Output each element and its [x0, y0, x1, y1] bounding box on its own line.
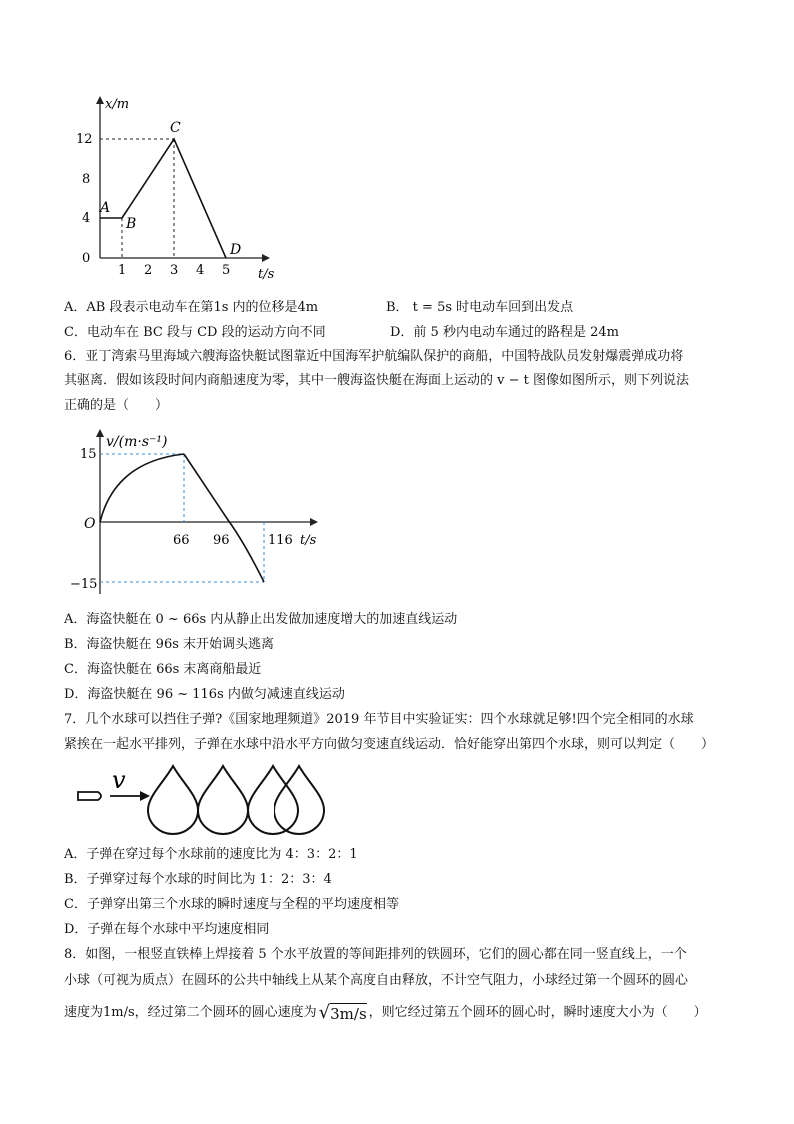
q5-graph-line [100, 139, 226, 258]
q6-v-axis-arrow [96, 429, 104, 437]
water-ball-2 [198, 766, 248, 834]
q6-vtick-neg15: −15 [70, 577, 98, 592]
q7-option-b[interactable]: B．子弹穿过每个水球的时间比为 1：2：3：4 [64, 872, 332, 887]
q5-point-c: C [170, 120, 181, 136]
q6-ttick-66: 66 [173, 533, 190, 548]
water-ball-1 [148, 766, 198, 834]
q8-sqrt-expression [319, 1003, 367, 1023]
q5-option-d[interactable]: D．前 5 秒内电动车通过的路程是 24m [390, 325, 619, 340]
q5-option-c[interactable]: C．电动车在 BC 段与 CD 段的运动方向不同 [64, 325, 326, 340]
q5-xtick-3: 3 [170, 263, 179, 278]
q6-curve-accel [100, 454, 184, 522]
q6-option-b[interactable]: B．海盗快艇在 96s 末开始调头逃离 [64, 637, 275, 652]
q5-point-d: D [230, 242, 242, 258]
q5-ytick-4: 4 [82, 211, 91, 226]
water-ball-4-shape [274, 766, 324, 834]
q6-ttick-116: 116 [268, 533, 293, 548]
q5-y-axis-arrow [96, 96, 104, 104]
q6-vt-graph [68, 424, 328, 600]
q6-stem-line-1: 6．亚丁湾索马里海域六艘海盗快艇试图靠近中国海军护航编队保护的商船，中国特战队员发射爆震弹成功将 [64, 349, 684, 364]
q8-stem-line-2: 小球（可视为质点）在圆环的公共中轴线上从某个高度自由释放，不计空气阻力，小球经过第一个圆环的圆心 [64, 973, 689, 988]
q6-option-c[interactable]: C．海盗快艇在 66s 末离商船最近 [64, 662, 262, 677]
q6-curve-decel [184, 454, 264, 582]
q5-option-a[interactable]: A．AB 段表示电动车在第1s 内的位移是4m [64, 300, 319, 315]
q7-water-ball-4-figure [274, 760, 334, 838]
q6-origin: O [84, 516, 96, 532]
q6-stem-line-3: 正确的是（ ） [64, 398, 169, 413]
q8-stem-part-b: ，则它经过第五个圆环的圆心时，瞬时速度大小为（ ） [368, 1005, 707, 1020]
q5-ytick-8: 8 [82, 172, 91, 187]
q5-y-label: x/m [105, 97, 130, 112]
q7-velocity-label: v [112, 766, 126, 794]
q5-option-b[interactable]: B． t = 5s 时电动车回到出发点 [386, 300, 574, 315]
q8-sqrt-value: 3m/s [330, 1005, 367, 1023]
q6-vtick-15: 15 [80, 447, 97, 462]
q7-option-a[interactable]: A．子弹在穿过每个水球前的速度比为 4：3：2：1 [64, 847, 358, 862]
q7-stem-line-1: 7．几个水球可以挡住子弹?《国家地理频道》2019 年节目中实验证实：四个水球就足够!四个完全相同的水球 [64, 712, 694, 727]
q5-point-a: A [100, 200, 111, 216]
q5-ytick-0: 0 [82, 251, 91, 266]
q5-x-label: t/s [258, 267, 275, 282]
q6-v-label: v/(m·s⁻¹) [106, 434, 168, 450]
q7-stem-line-2: 紧挨在一起水平排列，子弹在水球中沿水平方向做匀变速直线运动．恰好能穿出第四个水球，则可以判定（ ） [64, 737, 715, 752]
q6-ttick-96: 96 [213, 533, 230, 548]
sqrt-icon: √ [318, 1002, 331, 1023]
q6-stem-line-2: 其驱离．假如该段时间内商船速度为零，其中一艘海盗快艇在海面上运动的 v − t 图像如图所示，则下列说法 [64, 373, 689, 388]
q5-x-axis-arrow [262, 254, 270, 262]
q5-point-b: B [126, 216, 137, 232]
q5-xt-graph [74, 92, 294, 282]
bullet-icon [78, 792, 101, 800]
q6-option-a[interactable]: A．海盗快艇在 0 ~ 66s 内从静止出发做加速度增大的加速直线运动 [64, 612, 458, 627]
q7-velocity-arrowhead [140, 791, 150, 801]
q5-xtick-2: 2 [144, 263, 153, 278]
q5-xtick-5: 5 [222, 263, 231, 278]
q7-option-c[interactable]: C．子弹穿出第三个水球的瞬时速度与全程的平均速度相等 [64, 897, 399, 912]
q8-stem-line-3 [64, 1003, 707, 1023]
q5-xtick-4: 4 [196, 263, 205, 278]
q6-t-label: t/s [300, 533, 317, 548]
q8-stem-part-a: 速度为1m/s，经过第二个圆环的圆心速度为 [64, 1005, 317, 1020]
q6-t-axis-arrow [310, 518, 318, 526]
q8-stem-line-1: 8．如图，一根竖直铁棒上焊接着 5 个水平放置的等间距排列的铁圆环，它们的圆心都在同一竖直线上，一个 [64, 947, 687, 962]
q6-option-d[interactable]: D．海盗快艇在 96 ~ 116s 内做匀减速直线运动 [64, 687, 345, 702]
q5-ytick-12: 12 [76, 132, 93, 147]
q7-option-d[interactable]: D．子弹在每个水球中平均速度相同 [64, 922, 270, 937]
q5-xtick-1: 1 [118, 263, 127, 278]
